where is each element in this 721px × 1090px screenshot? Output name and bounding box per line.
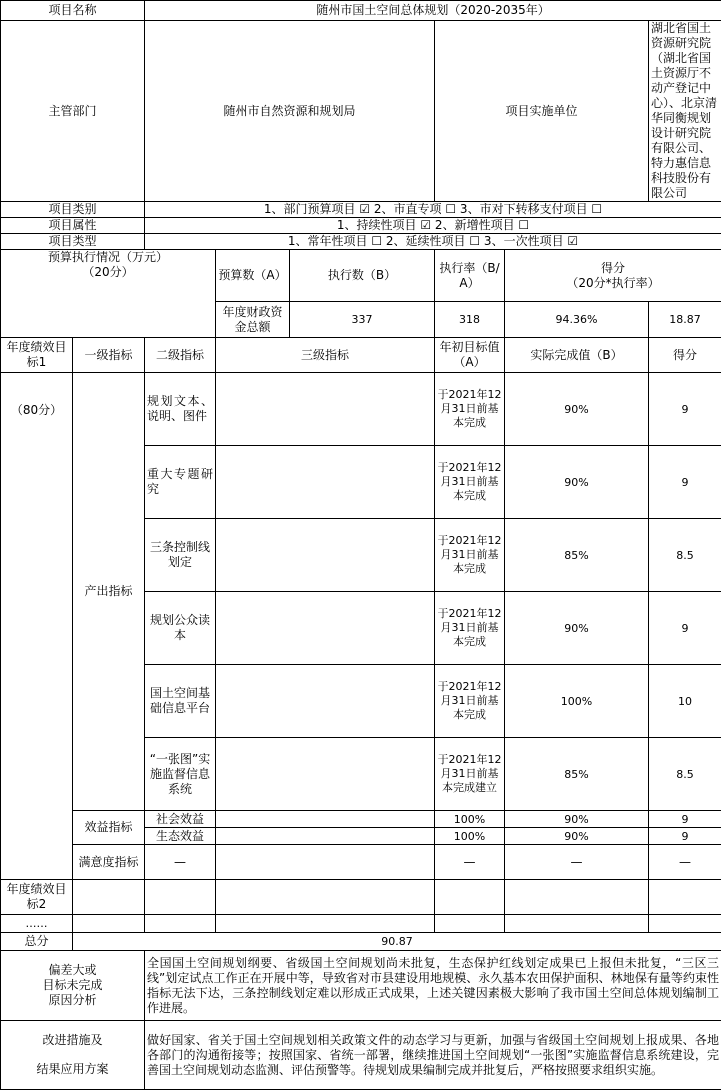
level1-header: 一级指标 — [73, 338, 145, 373]
satisfaction-actual: — — [505, 845, 649, 880]
project-type-label: 项目类别 — [1, 202, 145, 218]
benefit-indicator-label: 效益指标 — [73, 811, 145, 845]
impl-label: 项目实施单位 — [435, 21, 649, 202]
output-actual: 90% — [505, 373, 649, 446]
budget-value: 337 — [290, 302, 435, 338]
goal1-score: （80分） — [1, 373, 73, 880]
output-score: 8.5 — [649, 738, 721, 811]
budget-score-value: 18.87 — [649, 302, 721, 338]
benefit-target: 100% — [435, 828, 505, 845]
output-score: 9 — [649, 592, 721, 665]
output-score: 9 — [649, 446, 721, 519]
goal1-label: 年度绩效目标1 — [1, 338, 73, 373]
ellipsis-cell — [435, 915, 505, 933]
benefit-level2: 社会效益 — [145, 811, 216, 828]
project-name-label: 项目名称 — [1, 1, 145, 21]
goal2-cell — [145, 880, 216, 915]
budget-row-label: 年度财政资金总额 — [216, 302, 290, 338]
goal2-cell — [649, 880, 721, 915]
project-attr-label: 项目属性 — [1, 218, 145, 234]
actual-header: 实际完成值（B） — [505, 338, 649, 373]
score-header: 得分 — [649, 338, 721, 373]
improve-text: 做好国家、省关于国土空间规划相关政策文件的动态学习与更新，加强与省级国土空间规划上报成果、各地各部门的沟通衔接等；按照国家、省统一部署，继续推进国土空间规划“一张图”实施监督信息系统建设，完善国土空间规划动态监测、评估预警等。待规划成果编制完成并批复后，严格按照要求组织实施。 — [145, 1021, 721, 1090]
dept-value: 随州市自然资源和规划局 — [145, 21, 435, 202]
output-level3 — [216, 446, 435, 519]
ellipsis-cell — [145, 915, 216, 933]
output-actual: 90% — [505, 446, 649, 519]
output-actual: 85% — [505, 738, 649, 811]
exec-value: 318 — [435, 302, 505, 338]
output-level2: 国土空间基础信息平台 — [145, 665, 216, 738]
benefit-actual: 90% — [505, 811, 649, 828]
total-value: 90.87 — [73, 933, 721, 951]
deviation-label-line1: 偏差大或 — [3, 963, 142, 978]
budget-title-score: （20分） — [3, 265, 213, 280]
goal2-cell — [73, 880, 145, 915]
output-score: 10 — [649, 665, 721, 738]
total-label: 总分 — [1, 933, 73, 951]
output-actual: 90% — [505, 592, 649, 665]
budget-col-score-label: 得分 — [507, 261, 719, 276]
budget-title-text: 预算执行情况（万元） — [3, 250, 213, 265]
level2-header: 二级指标 — [145, 338, 216, 373]
improve-label-line1: 改进措施及 — [3, 1033, 142, 1048]
output-score: 8.5 — [649, 519, 721, 592]
benefit-score: 9 — [649, 828, 721, 845]
budget-col-rate: 执行率（B/A） — [435, 250, 505, 302]
satisfaction-indicator-label: 满意度指标 — [73, 845, 145, 880]
output-target: 于2021年12月31日前基本完成 — [435, 446, 505, 519]
satisfaction-target: — — [435, 845, 505, 880]
output-actual: 85% — [505, 519, 649, 592]
output-level3 — [216, 519, 435, 592]
ellipsis-cell — [505, 915, 649, 933]
ellipsis-cell — [649, 915, 721, 933]
level3-header: 三级指标 — [216, 338, 435, 373]
ellipsis-row: …… — [1, 915, 73, 933]
output-level3 — [216, 738, 435, 811]
project-type-value: 1、部门预算项目 ☑ 2、市直专项 ☐ 3、市对下转移支付项目 ☐ — [145, 202, 721, 218]
output-level3 — [216, 665, 435, 738]
dept-label: 主管部门 — [1, 21, 145, 202]
output-indicator-label: 产出指标 — [73, 373, 145, 811]
budget-title — [1, 250, 216, 338]
deviation-label — [1, 951, 145, 1021]
goal2-label: 年度绩效目标2 — [1, 880, 73, 915]
output-score: 9 — [649, 373, 721, 446]
benefit-score: 9 — [649, 811, 721, 828]
target-header: 年初目标值（A） — [435, 338, 505, 373]
project-attr-value: 1、持续性项目 ☑ 2、新增性项目 ☐ — [145, 218, 721, 234]
budget-col-budget: 预算数（A） — [216, 250, 290, 302]
benefit-target: 100% — [435, 811, 505, 828]
goal2-cell — [505, 880, 649, 915]
improve-label — [1, 1021, 145, 1090]
satisfaction-score: — — [649, 845, 721, 880]
budget-col-score-note: （20分*执行率） — [507, 276, 719, 291]
output-actual: 100% — [505, 665, 649, 738]
output-target: 于2021年12月31日前基本完成 — [435, 373, 505, 446]
output-level2: 规划公众读本 — [145, 592, 216, 665]
output-level3 — [216, 592, 435, 665]
project-name-value: 随州市国土空间总体规划（2020-2035年） — [145, 1, 721, 21]
improve-label-line2: 结果应用方案 — [3, 1062, 142, 1077]
impl-value: 湖北省国土资源研究院（湖北省国土资源厅不动产登记中心）、北京清华同衡规划设计研究院有限公司、特力惠信息科技股份有限公司 — [649, 21, 721, 202]
deviation-label-line3: 原因分析 — [3, 993, 142, 1008]
budget-col-exec: 执行数（B） — [290, 250, 435, 302]
benefit-level3 — [216, 828, 435, 845]
benefit-actual: 90% — [505, 828, 649, 845]
rate-value: 94.36% — [505, 302, 649, 338]
satisfaction-level2: — — [145, 845, 216, 880]
satisfaction-level3 — [216, 845, 435, 880]
deviation-text: 全国国土空间规划纲要、省级国土空间规划尚未批复，生态保护红线划定成果已上报但未批复，“三区三线”划定试点工作正在开展中等，导致省对市县建设用地规模、永久基本农田保护面积、林地保有量等约束性指标无法下达，三条控制线划定难以形成正式成果，上述关键因素极大影响了我市国土空间总体规划编制工作进展。 — [145, 951, 721, 1021]
output-level3 — [216, 373, 435, 446]
output-level2: 三条控制线划定 — [145, 519, 216, 592]
output-level2: 重大专题研究 — [145, 446, 216, 519]
output-target: 于2021年12月31日前基本完成建立 — [435, 738, 505, 811]
output-target: 于2021年12月31日前基本完成 — [435, 519, 505, 592]
project-kind-value: 1、常年性项目 ☐ 2、延续性项目 ☐ 3、一次性项目 ☑ — [145, 234, 721, 250]
deviation-label-line2: 目标未完成 — [3, 978, 142, 993]
budget-col-score — [505, 250, 721, 302]
ellipsis-cell — [216, 915, 435, 933]
benefit-level3 — [216, 811, 435, 828]
output-target: 于2021年12月31日前基本完成 — [435, 592, 505, 665]
output-target: 于2021年12月31日前基本完成 — [435, 665, 505, 738]
project-kind-label: 项目类型 — [1, 234, 145, 250]
benefit-level2: 生态效益 — [145, 828, 216, 845]
goal2-cell — [435, 880, 505, 915]
ellipsis-cell — [73, 915, 145, 933]
goal2-cell — [216, 880, 435, 915]
output-level2: “一张图”实施监督信息系统 — [145, 738, 216, 811]
output-level2: 规划文本、说明、图件 — [145, 373, 216, 446]
